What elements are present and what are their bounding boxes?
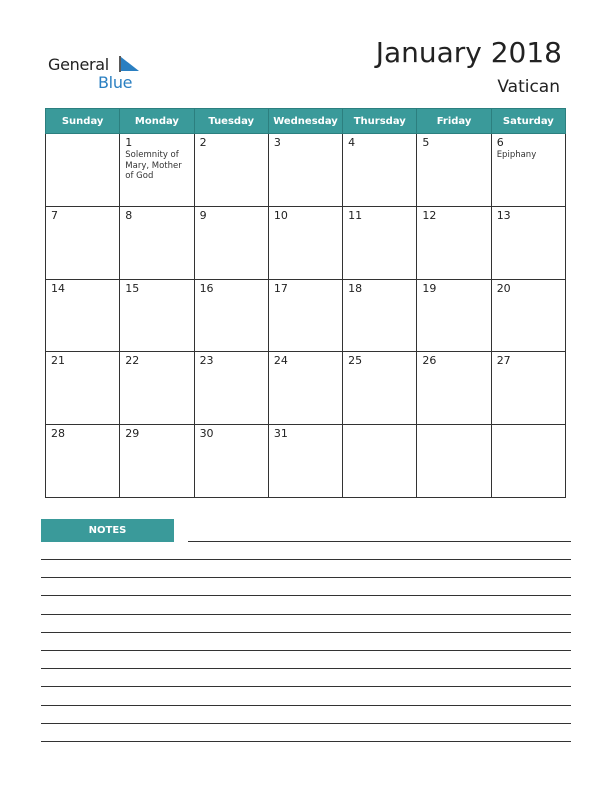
- day-number: 16: [199, 281, 214, 295]
- note-line: [41, 559, 571, 560]
- weekday-thursday: Thursday: [343, 109, 417, 134]
- holiday-label: Solemnity of Mary, Mother of God: [125, 150, 182, 182]
- notes-label: NOTES: [41, 519, 174, 542]
- day-number: 31: [273, 427, 288, 441]
- day-cell: [194, 352, 268, 425]
- day-number: 10: [273, 208, 288, 222]
- day-number: 7: [51, 208, 58, 222]
- weekday-saturday: Saturday: [491, 109, 565, 134]
- day-number: 6: [496, 136, 504, 149]
- day-cell: [491, 425, 565, 498]
- day-cell: [343, 206, 417, 279]
- notes-header-line: [188, 541, 571, 542]
- day-cell: [491, 134, 565, 207]
- day-number: 26: [422, 354, 437, 368]
- day-number: 21: [51, 354, 65, 368]
- week-row: [46, 425, 566, 498]
- week-row: [46, 352, 566, 425]
- day-cell: [417, 279, 491, 352]
- weekday-wednesday: Wednesday: [268, 109, 342, 134]
- day-cell: [120, 206, 194, 279]
- holiday-label: Epiphany: [496, 150, 537, 160]
- day-cell: [194, 279, 268, 352]
- day-number: 30: [199, 427, 214, 441]
- day-cell: [268, 134, 342, 207]
- day-number: 23: [199, 354, 214, 368]
- week-row: [46, 279, 566, 352]
- logo-flag-icon: [118, 56, 140, 72]
- day-cell: [268, 352, 342, 425]
- day-cell: [120, 134, 194, 207]
- day-cell: [417, 134, 491, 207]
- day-cell: [343, 279, 417, 352]
- weekday-tuesday: Tuesday: [194, 109, 268, 134]
- weekday-sunday: Sunday: [46, 109, 120, 134]
- day-number: 29: [125, 427, 140, 441]
- note-line: [41, 577, 571, 578]
- generalblue-logo: [48, 52, 158, 92]
- month-title: January 2018: [375, 36, 562, 69]
- day-cell: [46, 279, 120, 352]
- day-cell: [120, 425, 194, 498]
- country-name: Vatican: [497, 77, 560, 97]
- day-cell: [343, 352, 417, 425]
- week-row: [46, 206, 566, 279]
- weekday-header-row: [46, 109, 566, 134]
- weekday-monday: Monday: [120, 109, 194, 134]
- day-cell: [46, 206, 120, 279]
- note-line: [41, 668, 571, 669]
- day-number: 18: [348, 281, 363, 295]
- day-cell: [194, 206, 268, 279]
- day-cell: [417, 352, 491, 425]
- day-cell: [343, 134, 417, 207]
- day-cell: [46, 425, 120, 498]
- day-number: 12: [422, 208, 437, 222]
- day-number: 14: [51, 281, 65, 295]
- day-number: 19: [422, 281, 437, 295]
- day-number: 27: [496, 354, 511, 368]
- note-line: [41, 741, 571, 742]
- day-cell: [268, 206, 342, 279]
- day-number: 22: [125, 354, 140, 368]
- note-line: [41, 595, 571, 596]
- calendar-grid: [45, 108, 566, 498]
- weekday-friday: Friday: [417, 109, 491, 134]
- note-line: [41, 705, 571, 706]
- day-cell: [491, 352, 565, 425]
- note-line: [41, 723, 571, 724]
- day-number: 2: [199, 136, 207, 149]
- day-number: 28: [51, 427, 65, 441]
- day-number: 25: [348, 354, 363, 368]
- day-cell: [417, 425, 491, 498]
- day-cell: [343, 425, 417, 498]
- day-number: 24: [273, 354, 288, 368]
- day-number: 20: [496, 281, 511, 295]
- logo-general-text: General: [48, 55, 109, 74]
- note-line: [41, 614, 571, 615]
- logo-blue-text: Blue: [98, 73, 133, 92]
- note-line: [41, 650, 571, 651]
- day-cell: [120, 279, 194, 352]
- day-cell: [120, 352, 194, 425]
- day-number: 3: [273, 136, 281, 149]
- day-number: 1: [125, 136, 133, 149]
- day-cell: [268, 425, 342, 498]
- day-number: 17: [273, 281, 288, 295]
- day-cell: [46, 134, 120, 207]
- note-line: [41, 686, 571, 687]
- day-cell: [491, 279, 565, 352]
- day-number: 4: [348, 136, 356, 149]
- day-cell: [268, 279, 342, 352]
- day-cell: [491, 206, 565, 279]
- day-number: 13: [496, 208, 511, 222]
- day-cell: [417, 206, 491, 279]
- note-line: [41, 632, 571, 633]
- week-row: [46, 134, 566, 207]
- day-number: 9: [199, 208, 207, 222]
- day-cell: [194, 134, 268, 207]
- day-cell: [46, 352, 120, 425]
- day-number: 15: [125, 281, 140, 295]
- day-number: 8: [125, 208, 133, 222]
- day-cell: [194, 425, 268, 498]
- day-number: 5: [422, 136, 430, 149]
- day-number: 11: [348, 208, 363, 222]
